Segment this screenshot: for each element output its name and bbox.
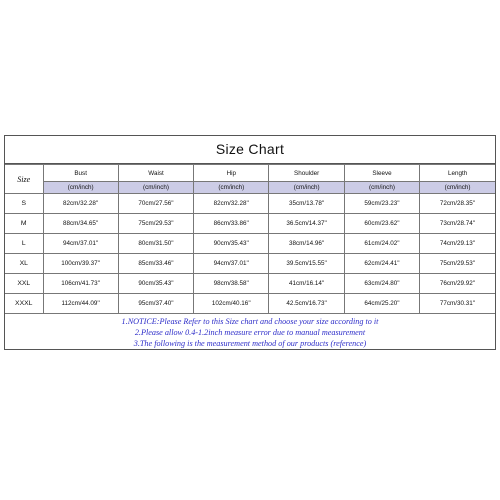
- table-cell: 76cm/29.92'': [420, 274, 495, 294]
- table-cell: 41cm/16.14'': [269, 274, 344, 294]
- column-header: Length: [420, 165, 495, 182]
- table-row: [5, 274, 495, 294]
- unit-cell: (cm/inch): [43, 182, 118, 194]
- table-cell: 82cm/32.28'': [43, 194, 118, 214]
- table-row: [5, 214, 495, 234]
- table-row: [5, 194, 495, 214]
- table-cell: 42.5cm/16.73'': [269, 294, 344, 314]
- unit-cell: (cm/inch): [420, 182, 495, 194]
- table-cell: 38cm/14.96'': [269, 234, 344, 254]
- size-cell: XXXL: [5, 294, 43, 314]
- unit-row: [5, 182, 495, 194]
- table-cell: 75cm/29.53'': [118, 214, 193, 234]
- unit-cell: (cm/inch): [344, 182, 419, 194]
- table-cell: 90cm/35.43'': [118, 274, 193, 294]
- column-header: Sleeve: [344, 165, 419, 182]
- table-cell: 98cm/38.58'': [194, 274, 269, 294]
- size-cell: L: [5, 234, 43, 254]
- notes: [5, 314, 495, 355]
- column-header: Hip: [194, 165, 269, 182]
- table-cell: 72cm/28.35'': [420, 194, 495, 214]
- notice-line: 1.NOTICE:Please Refer to this Size chart and choose your size according to it: [121, 317, 379, 326]
- table-cell: 100cm/39.37'': [43, 254, 118, 274]
- table-row: [5, 234, 495, 254]
- notice-line: 3.The following is the measurement method of our products (reference): [133, 339, 367, 349]
- size-cell: XXL: [5, 274, 43, 294]
- unit-cell: (cm/inch): [118, 182, 193, 194]
- column-header: Bust: [43, 165, 118, 182]
- table-cell: 73cm/28.74'': [420, 214, 495, 234]
- table-cell: 64cm/25.20'': [344, 294, 419, 314]
- table-row: [5, 294, 495, 314]
- table-cell: 80cm/31.50'': [118, 234, 193, 254]
- table-cell: 102cm/40.16'': [194, 294, 269, 314]
- table-cell: 70cm/27.56'': [118, 194, 193, 214]
- table-cell: 90cm/35.43'': [194, 234, 269, 254]
- table-cell: 36.5cm/14.37'': [269, 214, 344, 234]
- table-cell: 59cm/23.23'': [344, 194, 419, 214]
- table-cell: 94cm/37.01'': [194, 254, 269, 274]
- table-cell: 77cm/30.31'': [420, 294, 495, 314]
- table-cell: 88cm/34.65'': [43, 214, 118, 234]
- column-header: Waist: [118, 165, 193, 182]
- notice-line: 2.Please allow 0.4-1.2inch measure error due to manual measurement: [134, 328, 366, 338]
- size-cell: M: [5, 214, 43, 234]
- table-cell: 39.5cm/15.55'': [269, 254, 344, 274]
- table-cell: 112cm/44.09'': [43, 294, 118, 314]
- unit-cell: (cm/inch): [194, 182, 269, 194]
- table-cell: 82cm/32.28'': [194, 194, 269, 214]
- table-cell: 85cm/33.46'': [118, 254, 193, 274]
- table-cell: 94cm/37.01'': [43, 234, 118, 254]
- table-cell: 35cm/13.78'': [269, 194, 344, 214]
- header-row: [5, 165, 495, 182]
- size-header: Size: [5, 165, 43, 194]
- size-chart: [4, 135, 496, 350]
- table-cell: 74cm/29.13'': [420, 234, 495, 254]
- table-cell: 106cm/41.73'': [43, 274, 118, 294]
- table-cell: 75cm/29.53'': [420, 254, 495, 274]
- table-cell: 61cm/24.02'': [344, 234, 419, 254]
- table-cell: 86cm/33.86'': [194, 214, 269, 234]
- unit-cell: (cm/inch): [269, 182, 344, 194]
- column-header: Shoulder: [269, 165, 344, 182]
- size-table: [5, 164, 495, 314]
- size-cell: XL: [5, 254, 43, 274]
- table-row: [5, 254, 495, 274]
- size-chart-title: Size Chart: [5, 136, 495, 164]
- table-cell: 60cm/23.62'': [344, 214, 419, 234]
- table-cell: 63cm/24.80'': [344, 274, 419, 294]
- size-cell: S: [5, 194, 43, 214]
- table-cell: 95cm/37.40'': [118, 294, 193, 314]
- table-cell: 62cm/24.41'': [344, 254, 419, 274]
